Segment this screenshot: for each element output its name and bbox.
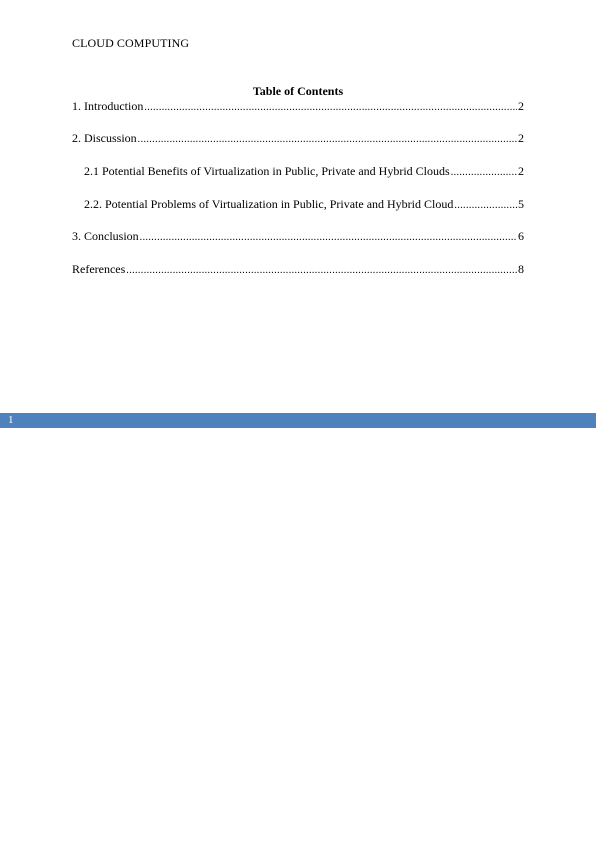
toc-entry-page: 5 <box>518 197 524 211</box>
toc-entry-references[interactable] <box>72 262 524 278</box>
toc-entry-label: 1. Introduction <box>72 99 144 113</box>
toc-entry-page: 2 <box>518 99 524 113</box>
dot-leader <box>451 166 517 180</box>
toc-entry-page: 2 <box>518 164 524 178</box>
dot-leader <box>144 101 517 115</box>
toc-title: Table of Contents <box>252 84 344 98</box>
toc-entry-page: 6 <box>518 229 524 243</box>
dot-leader <box>138 133 517 147</box>
toc-entry-benefits[interactable] <box>84 164 524 180</box>
toc-entry-conclusion[interactable] <box>72 229 524 245</box>
toc-entry-label: 2.1 Potential Benefits of Virtualization in Public, Private and Hybrid Clouds <box>84 164 450 178</box>
toc-entry-problems[interactable] <box>84 197 524 213</box>
footer-page-number: 1 <box>8 414 14 426</box>
footer-bar <box>0 413 596 428</box>
toc-entry-page: 2 <box>518 131 524 145</box>
toc-entry-label: References <box>72 262 126 276</box>
toc-entry-label: 3. Conclusion <box>72 229 139 243</box>
toc-entry-label: 2.2. Potential Problems of Virtualization in Public, Private and Hybrid Cloud <box>84 197 454 211</box>
toc-entry-label: 2. Discussion <box>72 131 137 145</box>
dot-leader <box>126 264 517 278</box>
running-header: CLOUD COMPUTING <box>72 36 190 50</box>
toc-entry-page: 8 <box>518 262 524 276</box>
toc-entry-introduction[interactable] <box>72 99 524 115</box>
dot-leader <box>454 199 517 213</box>
dot-leader <box>140 231 517 245</box>
toc-entry-discussion[interactable] <box>72 131 524 147</box>
